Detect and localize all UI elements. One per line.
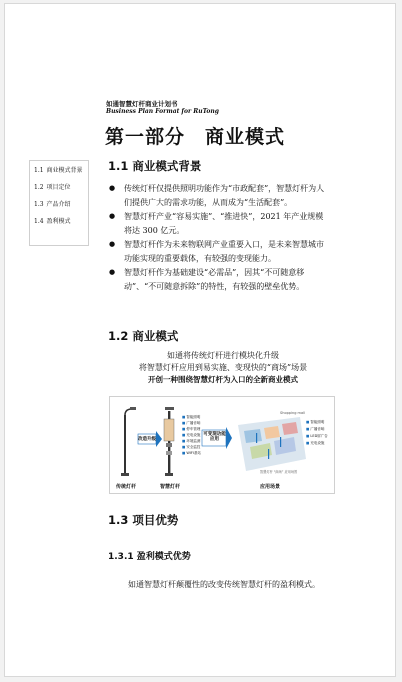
bullet-item: ● 智慧灯杆作为未来物联网产业重要入口，是未来智慧城市功能实现的重要载体，有较强的变现能力。: [109, 238, 331, 265]
toc-label: 项目定位: [46, 184, 71, 191]
scene-item: ■ 智能照明: [306, 419, 328, 426]
toc-num: 1.3: [34, 201, 44, 208]
bullet-item: ● 智慧灯杆作为基础建设“必需品”，因其“不可随意移动”、“不可随意拆除”的特性，有较强的壁垒优势。: [109, 266, 331, 293]
page-title: 第一部分 商业模式: [105, 126, 286, 148]
toc-num: 1.4: [34, 218, 44, 225]
traditional-lamp-icon: [121, 407, 136, 476]
caption-application-scene: 应用场景: [260, 484, 281, 490]
feature-item: ■ 广播音响: [182, 420, 201, 426]
smart-pole-feature-list: [182, 414, 201, 456]
feature-item: ■ WIFI基站: [182, 450, 201, 456]
scene-item: ■ LED屏广告: [306, 433, 328, 440]
feature-item: ■ 停车管理: [182, 426, 201, 432]
section-heading-1-2: 1.2 商业模式: [108, 329, 179, 343]
feature-item: ■ 智能照明: [182, 414, 201, 420]
smart-pole-icon: [164, 407, 174, 476]
business-model-figure: [109, 396, 335, 494]
function-label: 可变现功能应用: [203, 432, 226, 442]
model-line-3: 开创一种围绕智慧灯杆为入口的全新商业模式: [148, 375, 298, 384]
background-bullet-list: [109, 182, 331, 294]
feature-item: ■ 环境监测: [182, 438, 201, 444]
toc-box: [29, 160, 89, 246]
feature-item: ■ 充电设施: [182, 432, 201, 438]
section-heading-1-3: 1.3 项目优势: [108, 513, 179, 527]
toc-label: 产品介绍: [46, 201, 71, 208]
toc-num: 1.2: [34, 184, 44, 191]
toc-item[interactable]: [34, 201, 88, 209]
scene-feature-list: [306, 419, 328, 447]
mall-note: 智慧灯杆 “商场” 应用场景: [260, 470, 298, 474]
caption-smart-pole: 智慧灯杆: [160, 484, 181, 490]
scene-item: ■ 充电设施: [306, 440, 328, 447]
toc-item[interactable]: [34, 184, 88, 192]
upgrade-label: 改造升级: [138, 437, 156, 442]
feature-item: ■ 安全监控: [182, 444, 201, 450]
bullet-item: ● 智慧灯杆产业“容易实施”、“推进快”，2021 年产业规模将达 300 亿元。: [109, 210, 331, 237]
running-header-title: 如通智慧灯杆商业计划书: [106, 100, 178, 108]
shopping-mall-illustration: [238, 417, 306, 471]
subsection-heading-1-3-1: 1.3.1 盈利模式优势: [108, 552, 191, 562]
model-line-1: 如通将传统灯杆进行模块化升级: [167, 351, 279, 360]
section-heading-1-1: 1.1 商业模式背景: [108, 159, 202, 173]
scene-item: ■ 广播音响: [306, 426, 328, 433]
document-page: [4, 3, 396, 677]
toc-item[interactable]: [34, 167, 88, 175]
model-line-2: 将智慧灯杆应用到易实施、变现快的“商场”场景: [138, 363, 308, 372]
mall-label: Shopping mall: [280, 411, 306, 415]
running-header-subtitle: Business Plan Format for RuTong: [106, 108, 219, 115]
toc-label: 商业模式背景: [46, 167, 83, 174]
toc-item[interactable]: [34, 218, 88, 226]
caption-traditional-lamp: 传统灯杆: [116, 484, 137, 490]
bullet-item: ● 传统灯杆仅提供照明功能作为“市政配套”，智慧灯杆为人们提供广大的需求功能，从而成为“生活配套”。: [109, 182, 331, 209]
toc-num: 1.1: [34, 167, 44, 174]
profit-model-paragraph: 如通智慧灯杆颠覆性的改变传统智慧灯杆的盈利模式。: [128, 580, 320, 589]
toc-label: 盈利模式: [46, 218, 71, 225]
